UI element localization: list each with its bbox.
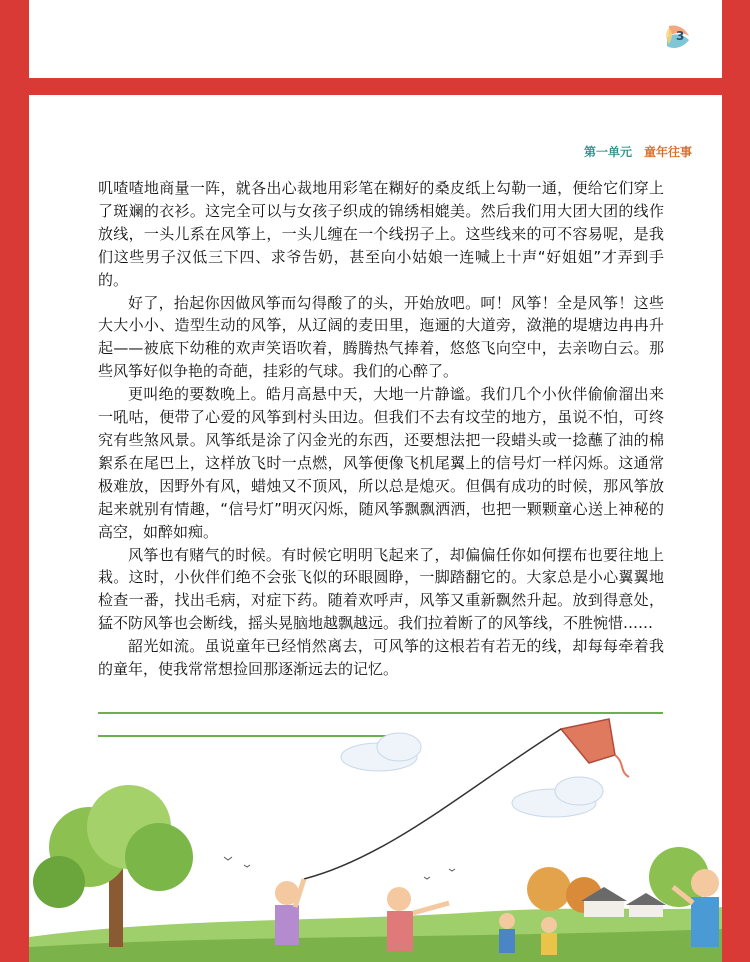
paragraph: 叽喳喳地商量一阵，就各出心裁地用彩笔在糊好的桑皮纸上勾勒一通，便给它们穿上了斑斓的衣衫。这完全可以与女孩子织成的锦绣相媲美。然后我们用大团大团的线作放线，一头儿系在风筝上，一头儿缠在一个线拐子上。这些线来的可不容易呢，是我们这些男子汉低三下四、求爷告奶，甚至向小姑娘一连喊上十声“好姐姐”才弄到手的。 (98, 179, 664, 289)
article-text (98, 177, 664, 681)
village-icon (527, 847, 709, 917)
kite-icon (561, 719, 629, 777)
page-number-badge (663, 22, 693, 52)
paragraph: 风筝也有赌气的时候。有时候它明明飞起来了，却偏偏任你如何摆布也要往地上栽。这时，小伙伴们绝不会张飞似的环眼圆睁，一脚踏翻它的。大家总是小心翼翼地检查一番，找出毛病，对症下药。随着欢呼声，风筝又重新飘然升起。放到得意处，猛不防风筝也会断线，摇头晃脑地越飘越远。我们拉着断了的风筝线，不胜惋惜…… (98, 545, 664, 633)
page-body (29, 95, 722, 962)
kite-flying-illustration (29, 707, 722, 962)
paragraph: 好了，抬起你因做风筝而勾得酸了的头，开始放吧。呵！风筝！全是风筝！这些大大小小、造型生动的风筝，从辽阔的麦田里，迤逦的大道旁，潋滟的堤塘边冉冉升起——被底下幼稚的欢声笑语吹着，腾腾热气捧着，悠悠飞向空中，去亲吻白云。那些风筝好似争艳的奇葩，挂彩的气球。我们的心醉了。 (98, 293, 664, 381)
page-number: 3 (676, 29, 685, 43)
tree-icon (33, 785, 193, 947)
paragraph: 更叫绝的要数晚上。皓月高悬中天，大地一片静谧。我们几个小伙伴偷偷溜出来一吼咕，便带了心爱的风筝到村头田边。但我们不去有坟茔的地方，虽说不怕，可终究有些煞风景。风筝纸是涂了闪金光的东西，还要想法把一段蜡头或一捻蘸了油的棉絮系在尾巴上，这样放飞时一点燃，风筝便像飞机尾翼上的信号灯一样闪烁。这通常极难放，因野外有风，蜡烛又不顶风，所以总是熄灭。但偶有成功的时候，那风筝放起来就别有情趣，“信号灯”明灭闪烁，随风筝飘飘洒洒，也把一颗颗童心送上神秘的高空，如醉如痴。 (98, 385, 664, 541)
unit-header (584, 143, 692, 160)
previous-page-strip (29, 0, 722, 78)
cloud-icon (341, 733, 603, 817)
unit-theme: 童年往事 (643, 145, 692, 159)
unit-label: 第一单元 (583, 145, 632, 159)
paragraph-highlighted: 韶光如流。虽说童年已经悄然离去，可风筝的这根若有若无的线，却每每牵着我的童年，使我常常想捡回那逐渐远去的记忆。 (98, 637, 664, 679)
